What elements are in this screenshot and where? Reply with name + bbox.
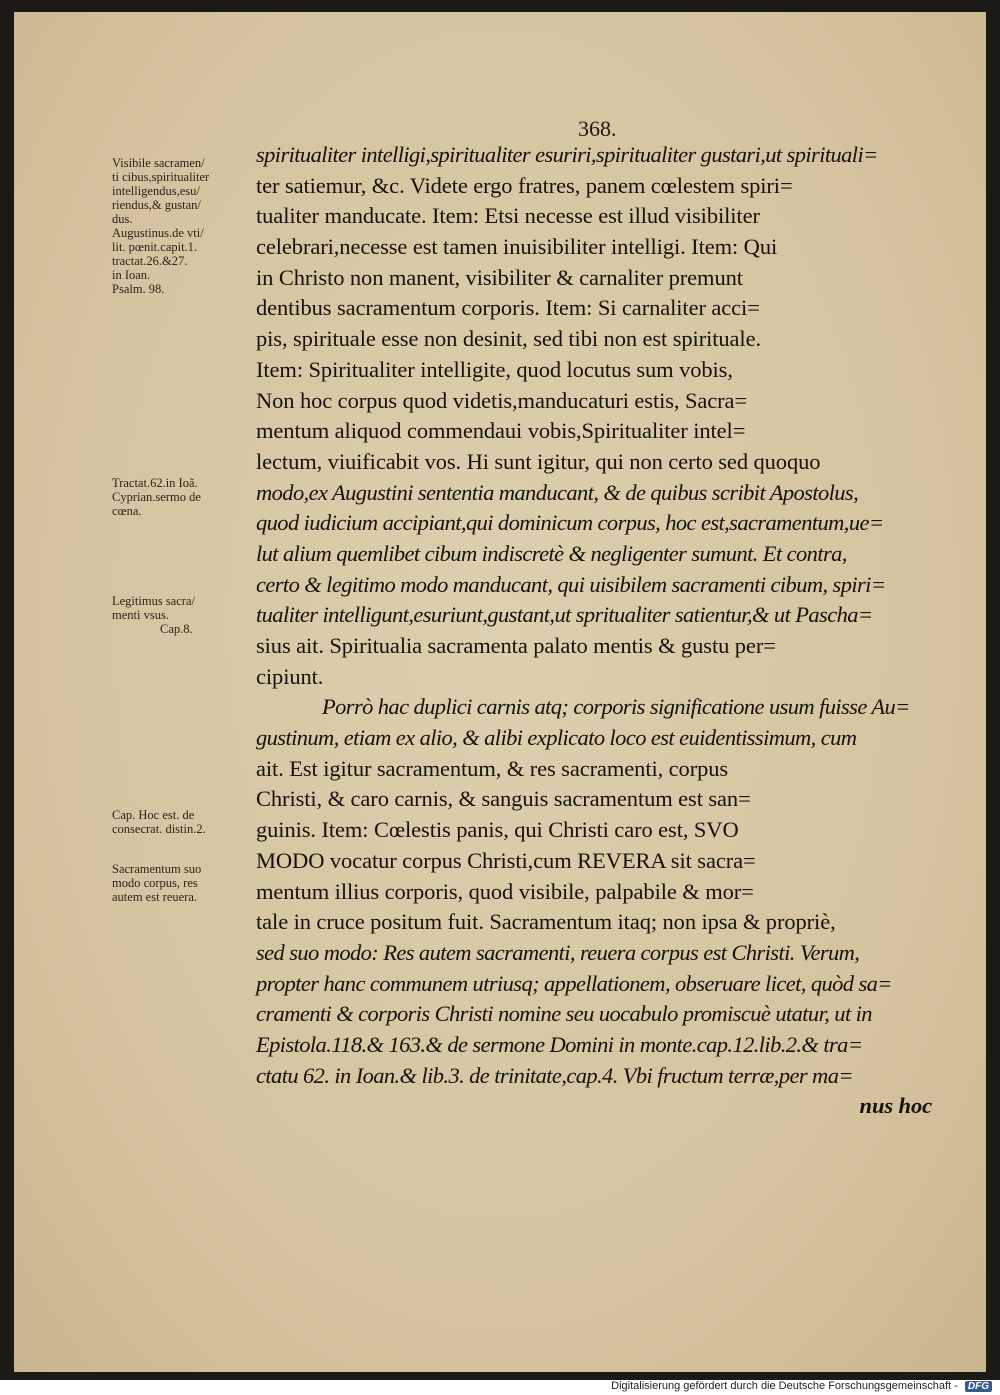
- text-line: ait. Est igitur sacramentum, & res sacramenti, corpus: [256, 755, 729, 781]
- text-line: Porrò hac duplici carnis atq; corporis significatione usum fuisse Au=: [322, 694, 910, 720]
- text-line: sed suo modo: Res autem sacramenti, reuera corpus est Christi. Verum,: [256, 939, 860, 965]
- text-line: sius ait. Spiritualia sacramenta palato mentis & gustu per=: [256, 633, 776, 658]
- text-line: propter hanc communem utriusq; appellationem, obseruare licet, quòd sa=: [256, 970, 892, 996]
- text-line: Epistola.118.& 163.& de sermone Domini in monte.cap.12.lib.2.& tra=: [256, 1031, 863, 1057]
- text-line: Christi, & caro carnis, & sanguis sacramentum est san=: [256, 786, 751, 812]
- text-line: tale in cruce positum fuit. Sacramentum itaq; non ipsa & propriè,: [256, 909, 836, 935]
- text-line: tualiter intelligunt,esuriunt,gustant,ut spritualiter satientur,& ut Pascha=: [256, 602, 873, 628]
- text-line: certo & legitimo modo manducant, qui uisibilem sacramenti cibum, spiri=: [256, 571, 886, 597]
- text-line: gustinum, etiam ex alio, & alibi explicato loco est euidentissimum, cum: [256, 725, 857, 751]
- text-line: guinis. Item: Cœlestis panis, qui Christi caro est, SVO: [256, 817, 739, 843]
- text-line: celebrari,necesse est tamen inuisibiliter intelligi. Item: Qui: [256, 234, 778, 260]
- text-line: in Christo non manent, visibiliter & carnaliter premunt: [256, 264, 743, 290]
- text-line: spiritualiter intelligi,spiritualiter esuriri,spiritualiter gustari,ut spirituali=: [256, 142, 878, 167]
- margin-note: Legitimus sacra/ menti vsus. Cap.8.: [112, 594, 195, 636]
- text-line: dentibus sacramentum corporis. Item: Si carnaliter acci=: [256, 295, 760, 321]
- text-line: cramenti & corporis Christi nomine seu uocabulo promiscuè utatur, ut in: [256, 1001, 872, 1027]
- text-line: ter satiemur, &c. Videte ergo fratres, panem cœlestem spiri=: [256, 172, 793, 198]
- text-line: pis, spirituale esse non desinit, sed tibi non est spirituale.: [256, 326, 761, 352]
- dfg-logo: DFG: [965, 1381, 992, 1392]
- margin-note: Sacramentum suo modo corpus, res autem est reuera.: [112, 862, 202, 904]
- margin-note: Visibile sacramen/ ti cibus,spiritualiter intelligendus,esu/ riendus,& gustan/ dus. Augustinus.de vti/ lit. pœnit.capit.1. tractat.26.&27. in Ioan. Psalm. 98.: [112, 156, 210, 296]
- text-line: lut alium quemlibet cibum indiscretè & negligenter sumunt. Et contra,: [256, 540, 847, 566]
- catchword: nus hoc: [859, 1093, 932, 1119]
- text-line: tualiter manducate. Item: Etsi necesse est illud visibiliter: [256, 203, 760, 229]
- text-line: mentum aliquod commendaui vobis,Spiritualiter intel=: [256, 418, 746, 444]
- margin-note: Cap. Hoc est. de consecrat. distin.2.: [112, 808, 206, 836]
- text-line: lectum, viuificabit vos. Hi sunt igitur, qui non certo sed quoquo: [256, 448, 821, 474]
- text-line: ctatu 62. in Ioan.& lib.3. de trinitate,cap.4. Vbi fructum terræ,per ma=: [256, 1062, 853, 1088]
- text-line: cipiunt.: [256, 663, 324, 689]
- body-text: [256, 140, 932, 1122]
- text-line: Item: Spiritualiter intelligite, quod locutus sum vobis,: [256, 356, 733, 382]
- text-line: MODO vocatur corpus Christi,cum REVERA sit sacra=: [256, 847, 756, 873]
- page-number: 368.: [578, 116, 617, 141]
- text-line: quod iudicium accipiant,qui dominicum corpus, hoc est,sacramentum,ue=: [256, 510, 884, 536]
- text-line: mentum illius corporis, quod visibile, palpabile & mor=: [256, 878, 754, 904]
- footer-text: Digitalisierung gefördert durch die Deutsche Forschungsgemeinschaft -: [611, 1380, 958, 1392]
- text-line: modo,ex Augustini sententia manducant, & de quibus scribit Apostolus,: [256, 479, 859, 505]
- footer-credit: [611, 1380, 992, 1392]
- margin-note: Tractat.62.in Ioã. Cyprian.sermo de cœna.: [112, 476, 201, 518]
- text-line: Non hoc corpus quod videtis,manducaturi estis, Sacra=: [256, 387, 748, 413]
